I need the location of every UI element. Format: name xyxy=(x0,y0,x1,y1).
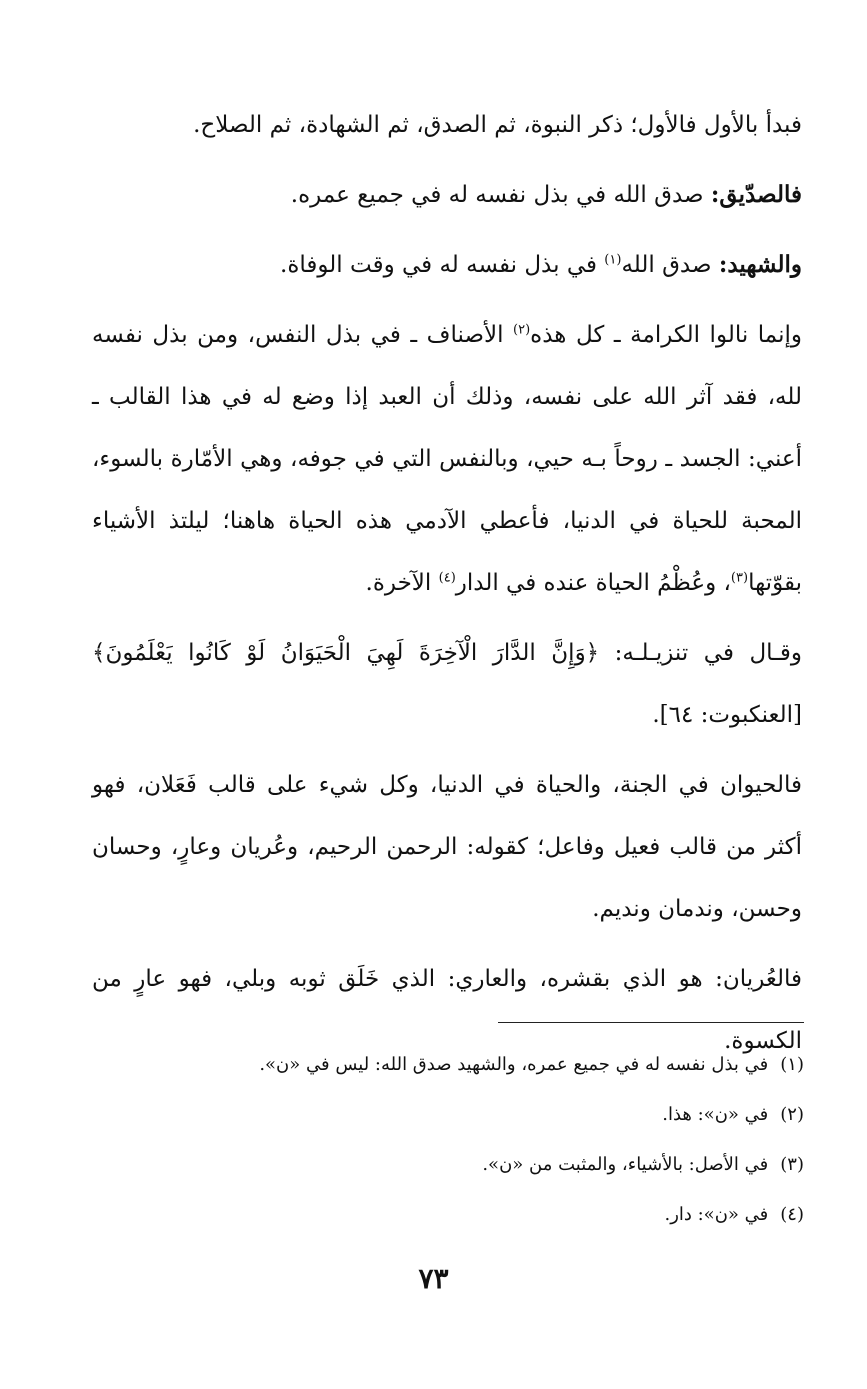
siddiq-lead: فالصدّيق: xyxy=(710,181,802,208)
footnote-2-number: (٢) xyxy=(780,1104,804,1125)
paragraph-4-text-continued-2: ، وعُظْمُ الحياة عنده في الدار xyxy=(455,570,731,596)
shahid-lead: والشهيد: xyxy=(718,251,802,278)
footnote-2 xyxy=(92,1090,804,1140)
paragraph-5-text: وقـال في تنزيـلـه: xyxy=(599,640,803,666)
footnote-ref-1[interactable]: (١) xyxy=(604,252,622,268)
footnote-3-text: في الأصل: بالأشياء، والمثبت من «ن». xyxy=(482,1154,769,1175)
footnote-2-text: في «ن»: هذا. xyxy=(662,1104,769,1125)
paragraph-3-text-continued: في بذل نفسه له في وقت الوفاة. xyxy=(280,252,605,278)
paragraph-4 xyxy=(92,304,802,614)
main-text xyxy=(92,94,802,1080)
footnote-4-number: (٤) xyxy=(780,1204,804,1225)
footnote-1-number: (١) xyxy=(780,1054,804,1075)
paragraph-6-text: فالحيوان في الجنة، والحياة في الدنيا، وكل شيء على قالب فَعَلان، فهو أكثر من قالب فعيل وفاعل؛ كقوله: الرحمن الرحيم، وعُريان وعارٍ، وحسان وحسن، وندمان ونديم. xyxy=(92,772,802,922)
page-number: ٧٣ xyxy=(418,1262,449,1295)
footnote-3-number: (٣) xyxy=(780,1154,804,1175)
verse-citation: [العنكبوت: ٦٤]. xyxy=(652,702,802,728)
footnote-ref-2[interactable]: (٢) xyxy=(513,322,531,338)
footnotes xyxy=(92,1040,804,1240)
paragraph-3 xyxy=(92,234,802,296)
paragraph-1 xyxy=(92,94,802,156)
footnote-1 xyxy=(92,1040,804,1090)
paragraph-2-text: صدق الله في بذل نفسه له في جميع عمره. xyxy=(290,182,711,208)
paragraph-4-text: وإنما نالوا الكرامة ـ كل هذه xyxy=(530,322,802,348)
paragraph-6 xyxy=(92,754,802,940)
footnote-ref-3[interactable]: (٣) xyxy=(730,570,749,586)
paragraph-7-text: فالعُريان: هو الذي بقشره، والعاري: الذي خَلَق ثوبه وبلي، فهو عارٍ من الكسوة. xyxy=(92,966,802,1054)
paragraph-1-text: فبدأ بالأول فالأول؛ ذكر النبوة، ثم الصدق، ثم الشهادة، ثم الصلاح. xyxy=(193,112,802,138)
paragraph-4-text-continued-3: الآخرة. xyxy=(365,570,439,596)
footnote-1-text: في بذل نفسه له في جميع عمره، والشهيد صدق الله: ليس في «ن». xyxy=(259,1054,769,1075)
paragraph-5 xyxy=(92,622,802,746)
footnote-ref-4[interactable]: (٤) xyxy=(438,570,456,586)
quran-verse: ﴿وَإِنَّ الدَّارَ الْآخِرَةَ لَهِيَ الْحَيَوَانُ لَوْ كَانُوا يَعْلَمُونَ﴾ xyxy=(92,640,600,666)
paragraph-4-text-continued: الأصناف ـ في بذل النفس، ومن بذل نفسه لله، فقد آثر الله على نفسه، وذلك أن العبد إذا وضع له في هذا القالب ـ أعني: الجسد ـ روحاً بـه حيي، وبالنفس التي في جوفه، وهي الأمّارة بالسوء، المحبة للحياة في الدنيا، فأعطي الآدمي هذه الحياة هاهنا؛ ليلتذ الأشياء بقوّتها xyxy=(92,322,802,596)
footnote-divider xyxy=(498,1022,804,1023)
paragraph-2 xyxy=(92,164,802,226)
footnote-3 xyxy=(92,1140,804,1190)
footnote-4 xyxy=(92,1190,804,1240)
footnote-4-text: في «ن»: دار. xyxy=(664,1204,769,1225)
paragraph-3-text: صدق الله xyxy=(621,252,719,278)
